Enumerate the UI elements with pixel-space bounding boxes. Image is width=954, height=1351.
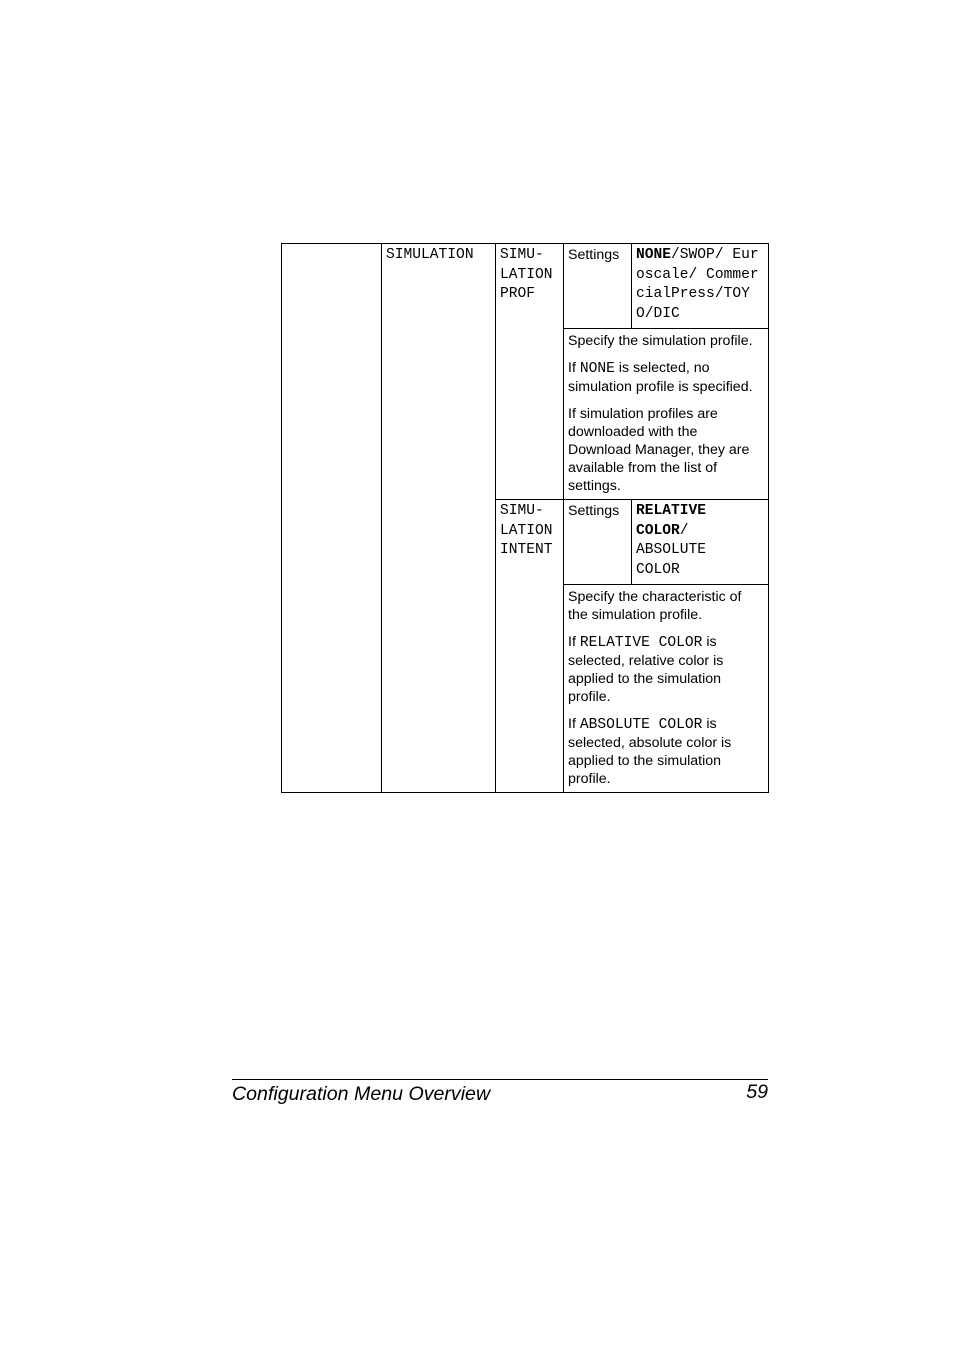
default-value: NONE [636, 247, 672, 263]
item-key-line: LATION [500, 522, 553, 539]
footer-title: Configuration Menu Overview [232, 1083, 491, 1105]
page-number: 59 [746, 1081, 768, 1103]
description-paragraph: Specify the characteristic of the simulation profile. [568, 589, 742, 623]
menu-name-cell [382, 244, 496, 793]
settings-values-cell [632, 500, 769, 585]
item-key-line: SIMU- [500, 247, 544, 263]
other-values: COLOR [636, 561, 680, 578]
description-paragraph: If NONE is selected, no simulation profile is specified. [568, 360, 753, 395]
default-value: COLOR [636, 522, 680, 539]
item-key-line: PROF [500, 286, 536, 302]
item-key-line: LATION [500, 266, 553, 283]
settings-label: Settings [568, 503, 620, 519]
empty-menu-cell [282, 244, 382, 793]
inline-code: NONE [579, 361, 615, 377]
menu-name: SIMULATION [386, 247, 474, 263]
default-value: RELATIVE [636, 503, 707, 519]
table-row [282, 244, 769, 329]
settings-label-cell [564, 500, 632, 585]
configuration-menu-table [281, 243, 769, 793]
settings-values-cell [632, 244, 769, 329]
description-cell [564, 329, 769, 500]
item-key-cell [496, 244, 564, 500]
description-paragraph: If ABSOLUTE COLOR is selected, absolute color is applied to the simulation profile. [568, 716, 732, 787]
item-key-line: INTENT [500, 542, 553, 558]
settings-label: Settings [568, 247, 620, 263]
description-cell [564, 585, 769, 793]
item-key-cell [496, 500, 564, 793]
footer-divider [232, 1079, 768, 1080]
value-separator: / [679, 522, 689, 539]
other-values: /SWOP/ Euroscale/ CommercialPress/TOYO/DIC [636, 247, 759, 322]
description-paragraph: If RELATIVE COLOR is selected, relative color is applied to the simulation profile. [568, 634, 724, 705]
inline-code: ABSOLUTE COLOR [579, 717, 703, 733]
item-key-line: SIMU- [500, 503, 544, 519]
inline-code: RELATIVE COLOR [579, 635, 703, 651]
settings-label-cell [564, 244, 632, 329]
description-paragraph: If simulation profiles are downloaded with the Download Manager, they are available from the list of settings. [568, 406, 750, 494]
description-paragraph: Specify the simulation profile. [568, 333, 753, 349]
other-values: ABSOLUTE [636, 542, 707, 558]
